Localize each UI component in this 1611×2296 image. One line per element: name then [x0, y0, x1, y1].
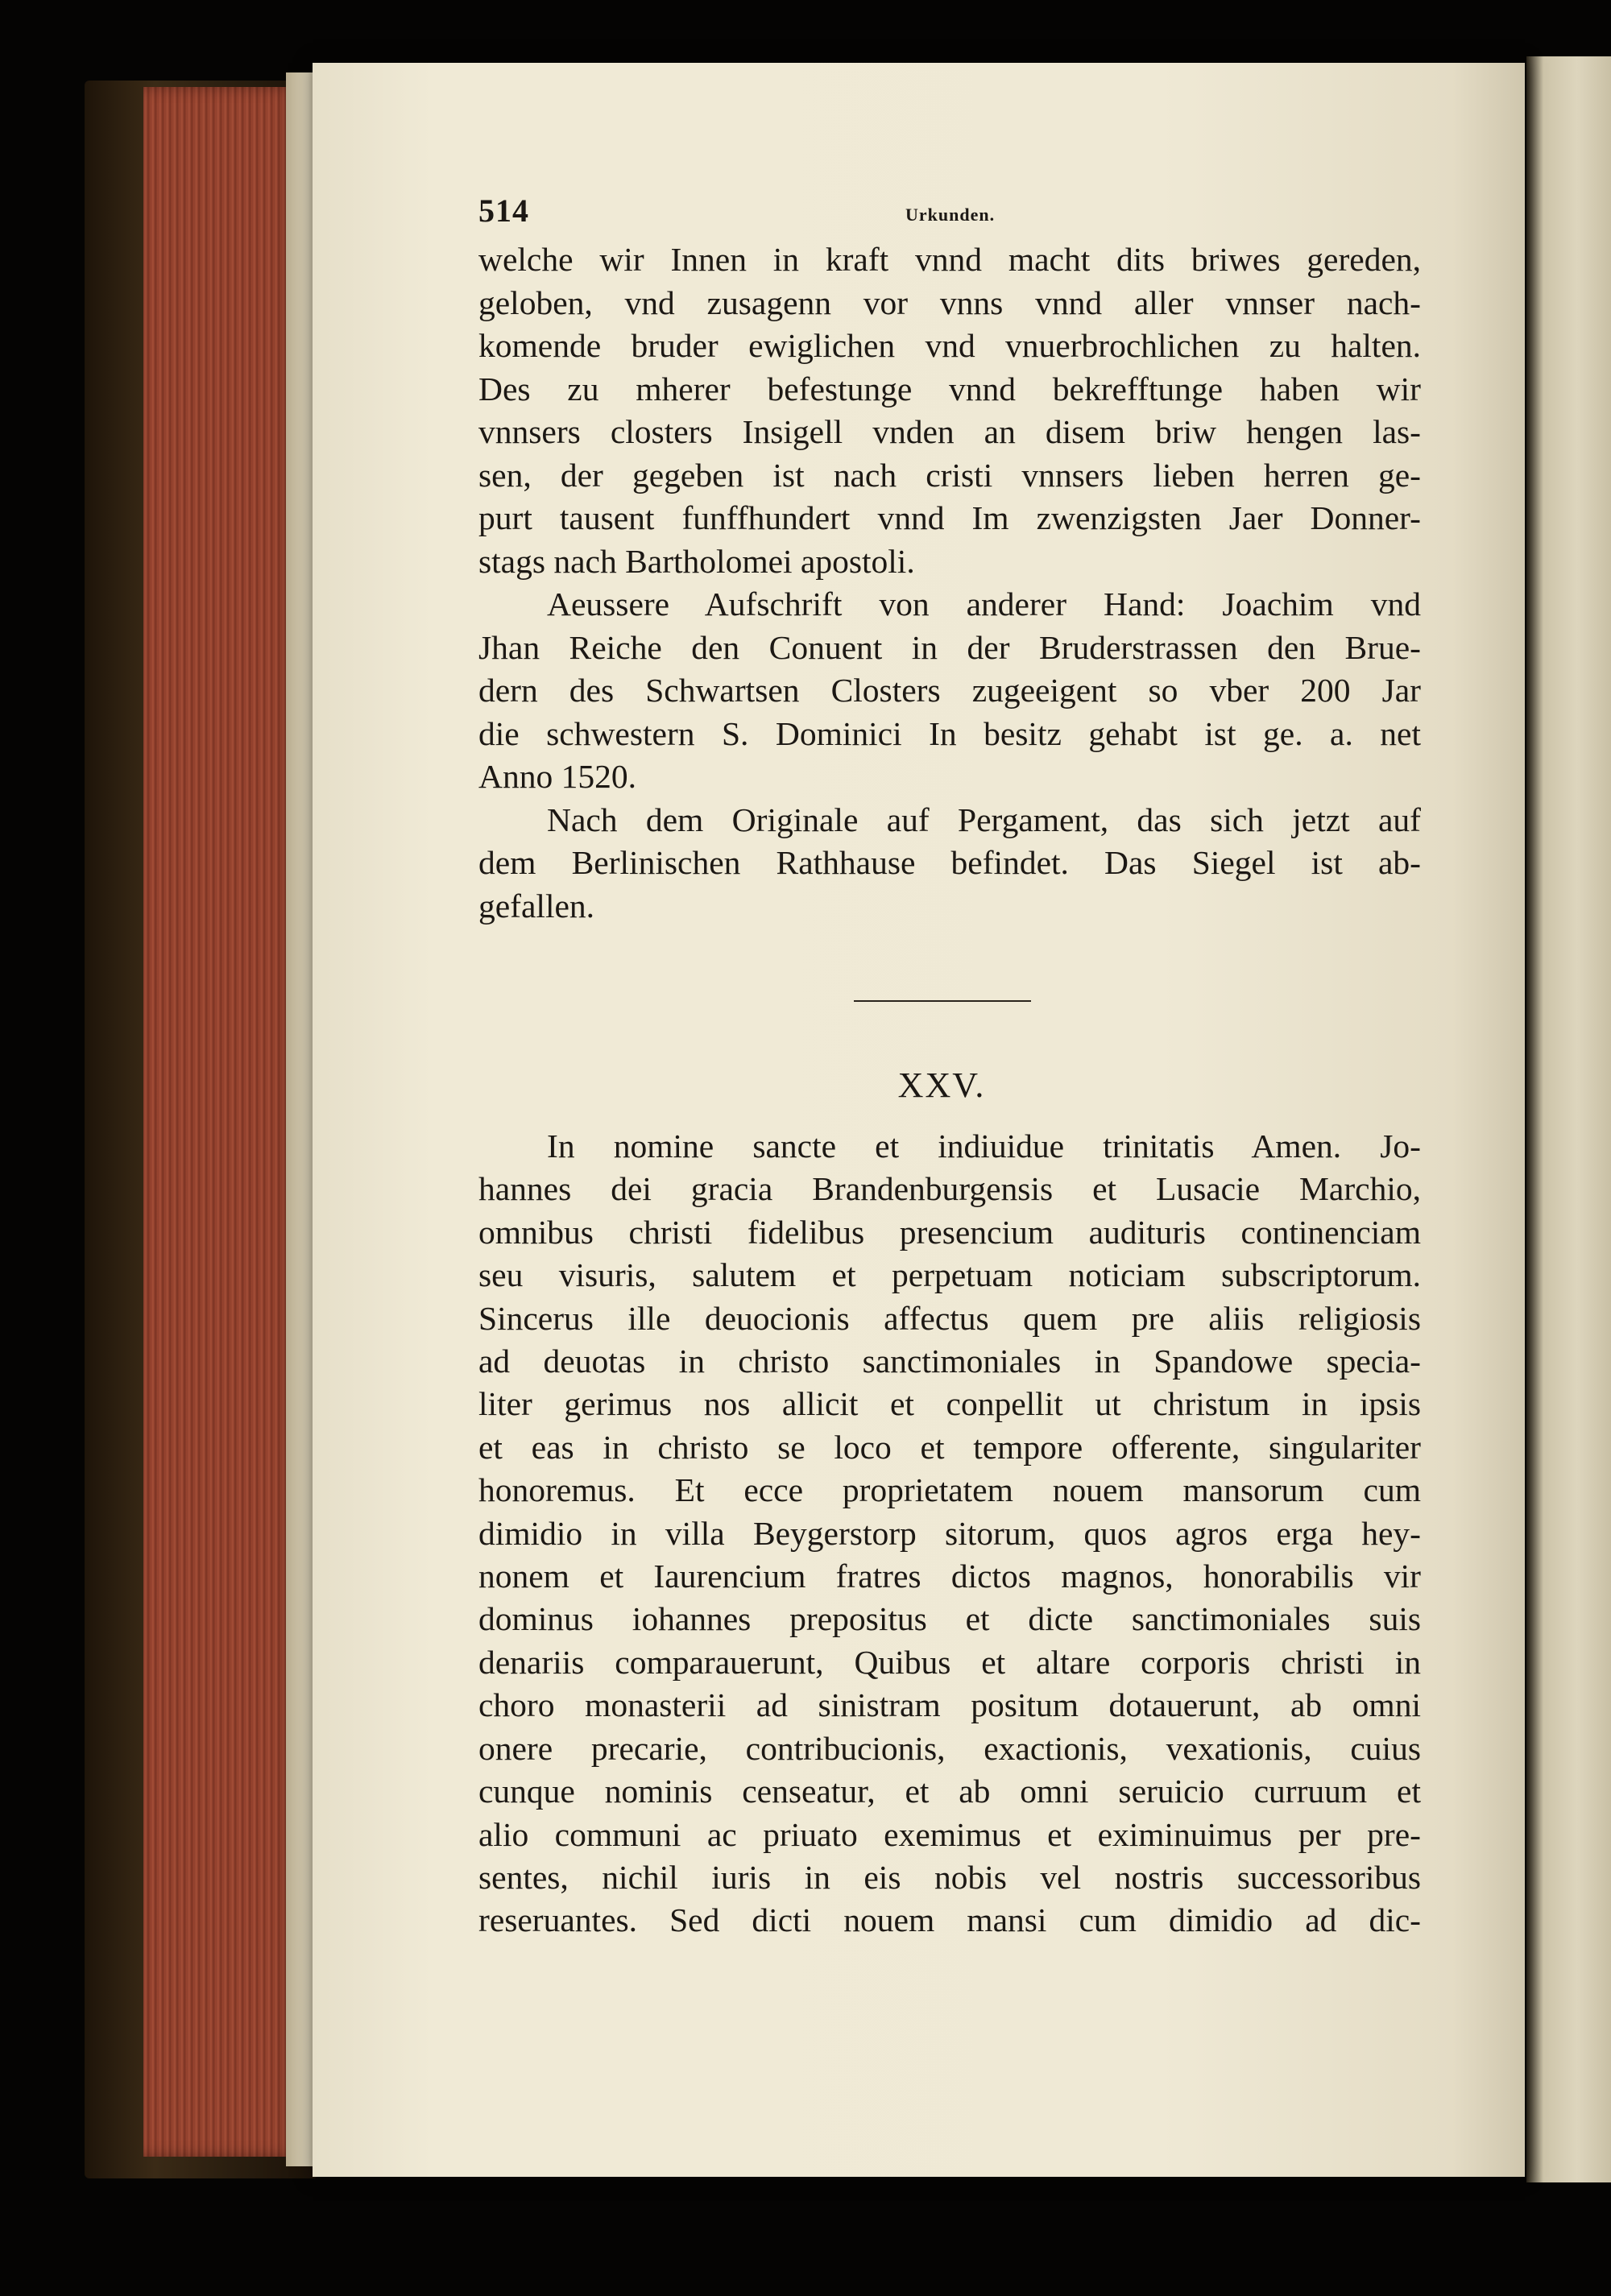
text-line: reseruantes. Sed dicti nouem mansi cum dimidio ad dic-	[478, 1901, 1421, 1939]
paragraph-inscription	[478, 583, 1421, 799]
facing-page-edge	[1526, 56, 1611, 2182]
text-line: dimidio in villa Beygerstorp sitorum, quos agros erga hey-	[478, 1514, 1421, 1552]
text-line: komende bruder ewiglichen vnd vnuerbrochlichen zu halten.	[478, 327, 1421, 364]
text-line: choro monasterii ad sinistram positum dotauerunt, ab omni	[478, 1686, 1421, 1724]
text-line: welche wir Innen in kraft vnnd macht dits briwes gereden,	[478, 241, 1421, 278]
paragraph-charter	[478, 1125, 1421, 1942]
text-line: dominus iohannes prepositus et dicte sanctimoniales suis	[478, 1600, 1421, 1638]
text-line: ad deuotas in christo sanctimoniales in Spandowe specia-	[478, 1342, 1421, 1380]
text-line: Anno 1520.	[478, 758, 636, 795]
text-line: alio communi ac priuato exemimus et eximinuimus per pre-	[478, 1815, 1421, 1853]
page-text-block	[478, 182, 1421, 1942]
text-line: cunque nominis censeatur, et ab omni seruicio curruum et	[478, 1773, 1421, 1810]
section-heading-wrap	[478, 1032, 1421, 1125]
paragraph-source-note	[478, 799, 1421, 929]
text-line: denariis comparauerunt, Quibus et altare corporis christi in	[478, 1643, 1421, 1681]
text-line: In nomine sancte et indiuidue trinitatis Amen. Jo-	[547, 1127, 1421, 1165]
page-edges	[143, 87, 296, 2157]
text-line: liter gerimus nos allicit et conpellit ut christum in ipsis	[478, 1385, 1421, 1423]
text-line: dern des Schwartsen Closters zugeeigent so vber 200 Jar	[478, 672, 1421, 709]
text-line: sentes, nichil iuris in eis nobis vel nostris successoribus	[478, 1858, 1421, 1896]
text-line: purt tausent funffhundert vnnd Im zwenzigsten Jaer Donner-	[478, 499, 1421, 536]
text-line: et eas in christo se loco et tempore offerente, singulariter	[478, 1428, 1421, 1466]
divider-rule	[854, 1000, 1031, 1002]
text-line: dem Berlinischen Rathhause befindet. Das Siegel ist ab-	[478, 844, 1421, 881]
running-head: Urkunden.	[905, 205, 996, 225]
text-line: stags nach Bartholomei apostoli.	[478, 542, 915, 580]
text-line: hannes dei gracia Brandenburgensis et Lusacie Marchio,	[478, 1170, 1421, 1208]
section-heading: XXV.	[897, 1065, 986, 1105]
text-line: vnnsers closters Insigell vnden an disem briw hengen las-	[478, 413, 1421, 450]
text-line: seu visuris, salutem et perpetuam noticiam subscriptorum.	[478, 1256, 1421, 1294]
text-line: sen, der gegeben ist nach cristi vnnsers lieben herren ge-	[478, 456, 1421, 494]
text-line: Aeussere Aufschrift von anderer Hand: Joachim vnd	[547, 585, 1421, 623]
text-line: onere precarie, contribucionis, exactionis, vexationis, cuius	[478, 1729, 1421, 1767]
text-line: Nach dem Originale auf Pergament, das sich jetzt auf	[547, 800, 1421, 838]
text-line: Sincerus ille deuocionis affectus quem pre aliis religiosis	[478, 1299, 1421, 1337]
page-header	[478, 182, 1421, 238]
text-line: gefallen.	[478, 887, 595, 925]
text-line: geloben, vnd zusagenn vor vnns vnnd aller vnnser nach-	[478, 283, 1421, 321]
page-number: 514	[478, 192, 529, 229]
text-line: honoremus. Et ecce proprietatem nouem mansorum cum	[478, 1471, 1421, 1509]
text-line: die schwestern S. Dominici In besitz gehabt ist ge. a. net	[478, 714, 1421, 752]
section-divider	[478, 928, 1421, 1032]
text-line: Des zu mherer befestunge vnnd bekrefftunge haben wir	[478, 370, 1421, 407]
paragraph-closing	[478, 238, 1421, 583]
text-line: omnibus christi fidelibus presencium audituris continenciam	[478, 1213, 1421, 1251]
text-line: Jhan Reiche den Conuent in der Bruderstrassen den Brue-	[478, 628, 1421, 666]
text-line: nonem et Iaurencium fratres dictos magnos, honorabilis vir	[478, 1558, 1421, 1595]
